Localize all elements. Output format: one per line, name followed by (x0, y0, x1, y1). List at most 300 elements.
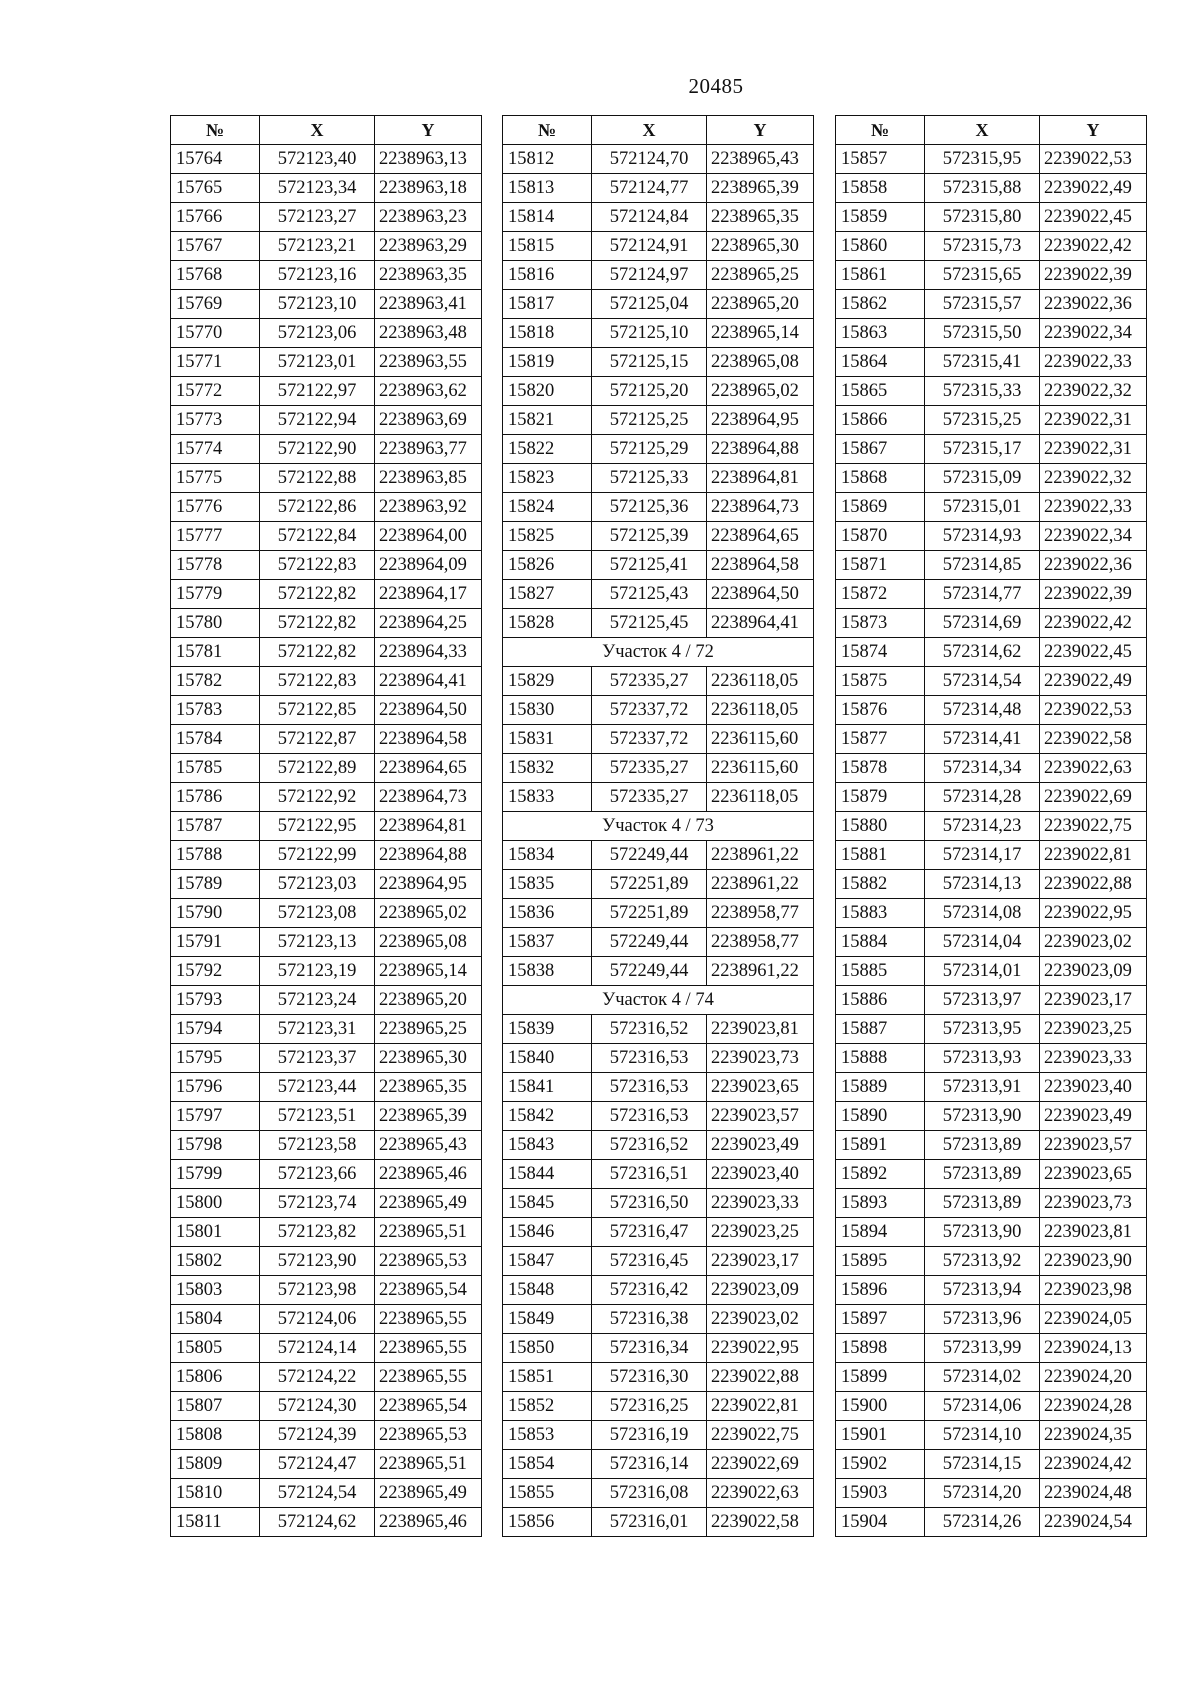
x-coordinate: 572335,27 (592, 783, 707, 812)
y-coordinate: 2239022,81 (1040, 841, 1147, 870)
point-number: 15765 (171, 174, 260, 203)
point-number: 15895 (836, 1247, 925, 1276)
point-number: 15858 (836, 174, 925, 203)
x-coordinate: 572124,84 (592, 203, 707, 232)
x-coordinate: 572316,30 (592, 1363, 707, 1392)
y-coordinate: 2239022,95 (1040, 899, 1147, 928)
x-coordinate: 572316,25 (592, 1392, 707, 1421)
table-row (503, 1450, 814, 1479)
table-row (171, 957, 482, 986)
y-coordinate: 2238963,55 (375, 348, 482, 377)
point-number: 15794 (171, 1015, 260, 1044)
table-row (503, 1218, 814, 1247)
section-label: Участок 4 / 73 (503, 812, 814, 841)
x-coordinate: 572315,65 (925, 261, 1040, 290)
x-coordinate: 572123,08 (260, 899, 375, 928)
x-coordinate: 572314,48 (925, 696, 1040, 725)
x-coordinate: 572314,08 (925, 899, 1040, 928)
point-number: 15868 (836, 464, 925, 493)
point-number: 15823 (503, 464, 592, 493)
y-coordinate: 2239023,25 (707, 1218, 814, 1247)
x-coordinate: 572315,50 (925, 319, 1040, 348)
x-coordinate: 572249,44 (592, 928, 707, 957)
x-coordinate: 572314,54 (925, 667, 1040, 696)
page-number: 20485 (688, 74, 744, 98)
point-number: 15805 (171, 1334, 260, 1363)
table-row (171, 1450, 482, 1479)
point-number: 15792 (171, 957, 260, 986)
point-number: 15877 (836, 725, 925, 754)
table-row (503, 1131, 814, 1160)
point-number: 15885 (836, 957, 925, 986)
x-coordinate: 572316,45 (592, 1247, 707, 1276)
header-x: X (592, 116, 707, 145)
header-number: № (171, 116, 260, 145)
point-number: 15859 (836, 203, 925, 232)
table-row (836, 1276, 1147, 1305)
x-coordinate: 572313,94 (925, 1276, 1040, 1305)
x-coordinate: 572314,77 (925, 580, 1040, 609)
point-number: 15841 (503, 1073, 592, 1102)
table-row (503, 290, 814, 319)
y-coordinate: 2239023,65 (1040, 1160, 1147, 1189)
point-number: 15781 (171, 638, 260, 667)
x-coordinate: 572122,84 (260, 522, 375, 551)
x-coordinate: 572122,99 (260, 841, 375, 870)
y-coordinate: 2239022,45 (1040, 203, 1147, 232)
table-row (171, 1160, 482, 1189)
x-coordinate: 572314,06 (925, 1392, 1040, 1421)
x-coordinate: 572125,33 (592, 464, 707, 493)
table-row (836, 1508, 1147, 1537)
y-coordinate: 2239023,17 (1040, 986, 1147, 1015)
point-number: 15826 (503, 551, 592, 580)
y-coordinate: 2238963,69 (375, 406, 482, 435)
point-number: 15867 (836, 435, 925, 464)
table-row (503, 493, 814, 522)
x-coordinate: 572123,03 (260, 870, 375, 899)
table-row (836, 1044, 1147, 1073)
y-coordinate: 2239024,20 (1040, 1363, 1147, 1392)
y-coordinate: 2238965,08 (707, 348, 814, 377)
point-number: 15784 (171, 725, 260, 754)
x-coordinate: 572315,17 (925, 435, 1040, 464)
point-number: 15797 (171, 1102, 260, 1131)
table-row (836, 348, 1147, 377)
x-coordinate: 572124,06 (260, 1305, 375, 1334)
y-coordinate: 2239024,35 (1040, 1421, 1147, 1450)
point-number: 15903 (836, 1479, 925, 1508)
point-number: 15800 (171, 1189, 260, 1218)
table-row (171, 551, 482, 580)
table-row (171, 696, 482, 725)
point-number: 15860 (836, 232, 925, 261)
y-coordinate: 2238965,54 (375, 1392, 482, 1421)
x-coordinate: 572122,85 (260, 696, 375, 725)
y-coordinate: 2236115,60 (707, 725, 814, 754)
point-number: 15898 (836, 1334, 925, 1363)
table-row (836, 638, 1147, 667)
x-coordinate: 572314,17 (925, 841, 1040, 870)
x-coordinate: 572123,40 (260, 145, 375, 174)
table-row (503, 580, 814, 609)
y-coordinate: 2239024,42 (1040, 1450, 1147, 1479)
point-number: 15864 (836, 348, 925, 377)
point-number: 15785 (171, 754, 260, 783)
table-row (503, 1073, 814, 1102)
point-number: 15876 (836, 696, 925, 725)
section-label: Участок 4 / 72 (503, 638, 814, 667)
table-row (836, 667, 1147, 696)
y-coordinate: 2239022,63 (1040, 754, 1147, 783)
point-number: 15817 (503, 290, 592, 319)
table-row (503, 1102, 814, 1131)
point-number: 15872 (836, 580, 925, 609)
y-coordinate: 2239022,34 (1040, 522, 1147, 551)
point-number: 15851 (503, 1363, 592, 1392)
x-coordinate: 572123,21 (260, 232, 375, 261)
point-number: 15769 (171, 290, 260, 319)
table-row (836, 1363, 1147, 1392)
table-body (503, 145, 814, 1537)
x-coordinate: 572122,88 (260, 464, 375, 493)
table-row (171, 812, 482, 841)
x-coordinate: 572125,20 (592, 377, 707, 406)
y-coordinate: 2238963,92 (375, 493, 482, 522)
x-coordinate: 572124,22 (260, 1363, 375, 1392)
table-row (836, 1305, 1147, 1334)
point-number: 15844 (503, 1160, 592, 1189)
x-coordinate: 572313,89 (925, 1131, 1040, 1160)
y-coordinate: 2238965,08 (375, 928, 482, 957)
coordinate-table (835, 115, 1147, 1537)
point-number: 15896 (836, 1276, 925, 1305)
point-number: 15838 (503, 957, 592, 986)
y-coordinate: 2238963,13 (375, 145, 482, 174)
table-row (503, 870, 814, 899)
x-coordinate: 572316,53 (592, 1102, 707, 1131)
y-coordinate: 2239022,75 (707, 1421, 814, 1450)
table-row (836, 319, 1147, 348)
y-coordinate: 2239022,31 (1040, 406, 1147, 435)
y-coordinate: 2239022,88 (707, 1363, 814, 1392)
table-row (503, 319, 814, 348)
y-coordinate: 2239023,57 (707, 1102, 814, 1131)
x-coordinate: 572124,14 (260, 1334, 375, 1363)
table-row (171, 1247, 482, 1276)
x-coordinate: 572314,20 (925, 1479, 1040, 1508)
point-number: 15870 (836, 522, 925, 551)
y-coordinate: 2239022,49 (1040, 667, 1147, 696)
y-coordinate: 2238965,35 (707, 203, 814, 232)
point-number: 15821 (503, 406, 592, 435)
y-coordinate: 2238965,14 (707, 319, 814, 348)
point-number: 15861 (836, 261, 925, 290)
x-coordinate: 572123,31 (260, 1015, 375, 1044)
table-row (171, 609, 482, 638)
y-coordinate: 2238964,58 (707, 551, 814, 580)
x-coordinate: 572122,87 (260, 725, 375, 754)
x-coordinate: 572122,83 (260, 667, 375, 696)
table-header (836, 116, 1147, 145)
y-coordinate: 2239022,58 (1040, 725, 1147, 754)
point-number: 15846 (503, 1218, 592, 1247)
point-number: 15879 (836, 783, 925, 812)
table-row (503, 522, 814, 551)
point-number: 15807 (171, 1392, 260, 1421)
y-coordinate: 2239022,88 (1040, 870, 1147, 899)
y-coordinate: 2239022,49 (1040, 174, 1147, 203)
coordinate-table (502, 115, 814, 1537)
y-coordinate: 2239022,58 (707, 1508, 814, 1537)
point-number: 15798 (171, 1131, 260, 1160)
x-coordinate: 572315,80 (925, 203, 1040, 232)
table-row (171, 870, 482, 899)
point-number: 15780 (171, 609, 260, 638)
point-number: 15774 (171, 435, 260, 464)
x-coordinate: 572123,19 (260, 957, 375, 986)
y-coordinate: 2239022,95 (707, 1334, 814, 1363)
point-number: 15878 (836, 754, 925, 783)
y-coordinate: 2238965,39 (707, 174, 814, 203)
point-number: 15812 (503, 145, 592, 174)
point-number: 15900 (836, 1392, 925, 1421)
table-row (836, 551, 1147, 580)
x-coordinate: 572124,39 (260, 1421, 375, 1450)
x-coordinate: 572123,37 (260, 1044, 375, 1073)
table-row (503, 348, 814, 377)
point-number: 15815 (503, 232, 592, 261)
x-coordinate: 572313,97 (925, 986, 1040, 1015)
x-coordinate: 572125,36 (592, 493, 707, 522)
y-coordinate: 2239023,73 (707, 1044, 814, 1073)
x-coordinate: 572316,53 (592, 1073, 707, 1102)
y-coordinate: 2238964,73 (375, 783, 482, 812)
table-row (171, 1276, 482, 1305)
point-number: 15890 (836, 1102, 925, 1131)
x-coordinate: 572315,01 (925, 493, 1040, 522)
y-coordinate: 2238964,65 (375, 754, 482, 783)
x-coordinate: 572315,57 (925, 290, 1040, 319)
y-coordinate: 2239023,57 (1040, 1131, 1147, 1160)
point-number: 15793 (171, 986, 260, 1015)
y-coordinate: 2238965,46 (375, 1160, 482, 1189)
y-coordinate: 2239022,36 (1040, 290, 1147, 319)
x-coordinate: 572122,90 (260, 435, 375, 464)
table-row (171, 1479, 482, 1508)
x-coordinate: 572123,66 (260, 1160, 375, 1189)
x-coordinate: 572123,51 (260, 1102, 375, 1131)
point-number: 15788 (171, 841, 260, 870)
table-row (836, 522, 1147, 551)
y-coordinate: 2238965,39 (375, 1102, 482, 1131)
x-coordinate: 572314,69 (925, 609, 1040, 638)
y-coordinate: 2239022,42 (1040, 232, 1147, 261)
point-number: 15776 (171, 493, 260, 522)
x-coordinate: 572251,89 (592, 899, 707, 928)
y-coordinate: 2239023,49 (1040, 1102, 1147, 1131)
y-coordinate: 2238964,65 (707, 522, 814, 551)
y-coordinate: 2238964,50 (707, 580, 814, 609)
table-row (171, 1189, 482, 1218)
x-coordinate: 572122,86 (260, 493, 375, 522)
x-coordinate: 572315,41 (925, 348, 1040, 377)
x-coordinate: 572125,15 (592, 348, 707, 377)
point-number: 15848 (503, 1276, 592, 1305)
y-coordinate: 2238964,09 (375, 551, 482, 580)
table-row (171, 725, 482, 754)
y-coordinate: 2239024,13 (1040, 1334, 1147, 1363)
point-number: 15795 (171, 1044, 260, 1073)
y-coordinate: 2238965,20 (375, 986, 482, 1015)
table-row (171, 899, 482, 928)
y-coordinate: 2238965,30 (707, 232, 814, 261)
table-row (503, 551, 814, 580)
point-number: 15836 (503, 899, 592, 928)
x-coordinate: 572316,50 (592, 1189, 707, 1218)
point-number: 15779 (171, 580, 260, 609)
y-coordinate: 2239023,09 (1040, 957, 1147, 986)
table-row (836, 812, 1147, 841)
x-coordinate: 572314,15 (925, 1450, 1040, 1479)
point-number: 15808 (171, 1421, 260, 1450)
y-coordinate: 2238965,49 (375, 1189, 482, 1218)
y-coordinate: 2238964,17 (375, 580, 482, 609)
y-coordinate: 2238964,41 (707, 609, 814, 638)
y-coordinate: 2238965,35 (375, 1073, 482, 1102)
point-number: 15777 (171, 522, 260, 551)
table-row (171, 1508, 482, 1537)
y-coordinate: 2239022,69 (1040, 783, 1147, 812)
table-row (171, 928, 482, 957)
table-row (171, 435, 482, 464)
table-row (503, 1189, 814, 1218)
table-row (171, 1363, 482, 1392)
point-number: 15882 (836, 870, 925, 899)
y-coordinate: 2238964,50 (375, 696, 482, 725)
point-number: 15773 (171, 406, 260, 435)
point-number: 15852 (503, 1392, 592, 1421)
x-coordinate: 572316,52 (592, 1131, 707, 1160)
table-row (836, 957, 1147, 986)
x-coordinate: 572316,14 (592, 1450, 707, 1479)
x-coordinate: 572314,04 (925, 928, 1040, 957)
point-number: 15853 (503, 1421, 592, 1450)
point-number: 15782 (171, 667, 260, 696)
x-coordinate: 572124,70 (592, 145, 707, 174)
y-coordinate: 2239022,32 (1040, 464, 1147, 493)
x-coordinate: 572125,39 (592, 522, 707, 551)
table-row (171, 290, 482, 319)
point-number: 15814 (503, 203, 592, 232)
x-coordinate: 572125,25 (592, 406, 707, 435)
point-number: 15891 (836, 1131, 925, 1160)
table-row (503, 435, 814, 464)
y-coordinate: 2238961,22 (707, 957, 814, 986)
table-row (836, 493, 1147, 522)
x-coordinate: 572122,83 (260, 551, 375, 580)
x-coordinate: 572313,92 (925, 1247, 1040, 1276)
header-y: Y (1040, 116, 1147, 145)
y-coordinate: 2238965,53 (375, 1247, 482, 1276)
point-number: 15847 (503, 1247, 592, 1276)
point-number: 15850 (503, 1334, 592, 1363)
x-coordinate: 572313,95 (925, 1015, 1040, 1044)
point-number: 15866 (836, 406, 925, 435)
table-row (171, 348, 482, 377)
table-row (503, 232, 814, 261)
table-row (503, 1392, 814, 1421)
point-number: 15771 (171, 348, 260, 377)
point-number: 15772 (171, 377, 260, 406)
x-coordinate: 572125,43 (592, 580, 707, 609)
y-coordinate: 2238965,30 (375, 1044, 482, 1073)
table-row (836, 580, 1147, 609)
table-row (503, 1334, 814, 1363)
table-row (171, 754, 482, 783)
x-coordinate: 572316,51 (592, 1160, 707, 1189)
point-number: 15778 (171, 551, 260, 580)
table-row (836, 1479, 1147, 1508)
table-row (836, 1392, 1147, 1421)
point-number: 15834 (503, 841, 592, 870)
y-coordinate: 2238964,33 (375, 638, 482, 667)
y-coordinate: 2239023,98 (1040, 1276, 1147, 1305)
table-row (836, 725, 1147, 754)
table-row (503, 203, 814, 232)
table-row (171, 464, 482, 493)
y-coordinate: 2238964,73 (707, 493, 814, 522)
table-row (836, 754, 1147, 783)
table-row (836, 203, 1147, 232)
y-coordinate: 2239023,40 (707, 1160, 814, 1189)
table-row (171, 1421, 482, 1450)
table-row (171, 783, 482, 812)
y-coordinate: 2239022,45 (1040, 638, 1147, 667)
x-coordinate: 572316,42 (592, 1276, 707, 1305)
y-coordinate: 2238965,20 (707, 290, 814, 319)
x-coordinate: 572123,34 (260, 174, 375, 203)
table-row (836, 1015, 1147, 1044)
header-y: Y (707, 116, 814, 145)
point-number: 15766 (171, 203, 260, 232)
point-number: 15883 (836, 899, 925, 928)
y-coordinate: 2239024,28 (1040, 1392, 1147, 1421)
x-coordinate: 572313,99 (925, 1334, 1040, 1363)
y-coordinate: 2238964,88 (707, 435, 814, 464)
point-number: 15899 (836, 1363, 925, 1392)
y-coordinate: 2239022,33 (1040, 348, 1147, 377)
table-row (503, 696, 814, 725)
x-coordinate: 572122,82 (260, 638, 375, 667)
y-coordinate: 2238964,95 (375, 870, 482, 899)
point-number: 15856 (503, 1508, 592, 1537)
y-coordinate: 2239022,34 (1040, 319, 1147, 348)
header-y: Y (375, 116, 482, 145)
x-coordinate: 572313,90 (925, 1102, 1040, 1131)
y-coordinate: 2239023,81 (1040, 1218, 1147, 1247)
y-coordinate: 2239022,63 (707, 1479, 814, 1508)
x-coordinate: 572315,09 (925, 464, 1040, 493)
x-coordinate: 572251,89 (592, 870, 707, 899)
point-number: 15840 (503, 1044, 592, 1073)
x-coordinate: 572125,45 (592, 609, 707, 638)
table-row (171, 1218, 482, 1247)
y-coordinate: 2238964,81 (707, 464, 814, 493)
y-coordinate: 2238965,55 (375, 1305, 482, 1334)
y-coordinate: 2238965,25 (707, 261, 814, 290)
table-row (171, 580, 482, 609)
